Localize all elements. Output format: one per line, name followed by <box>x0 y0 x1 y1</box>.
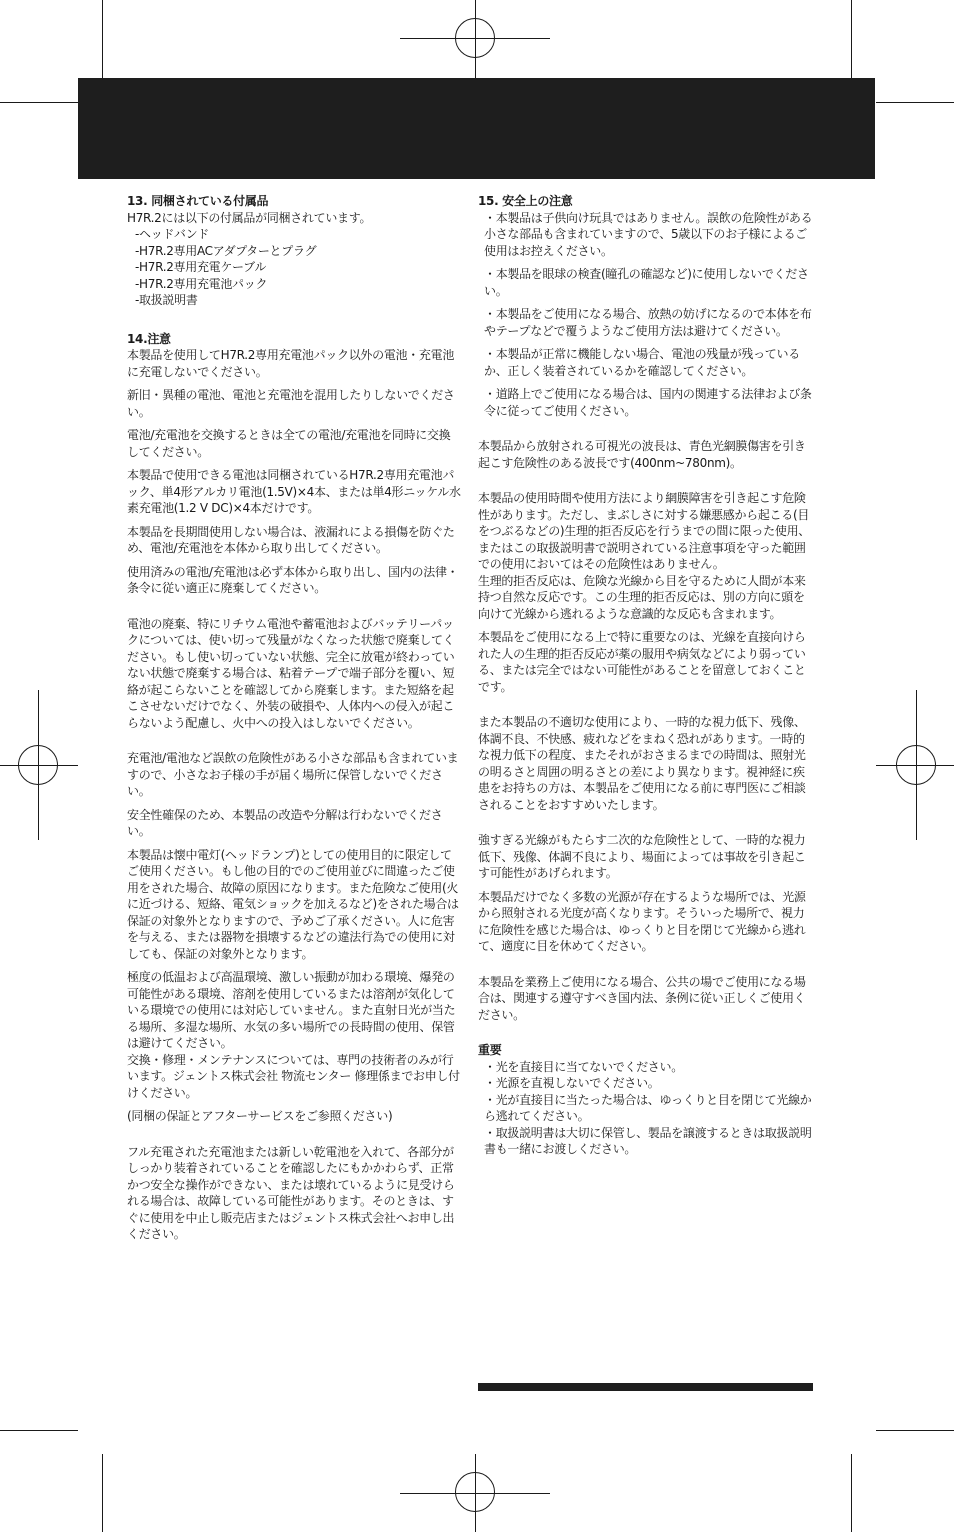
accessory-list <box>127 226 462 309</box>
list-item: ・道路上でご使用になる場合は、国内の関連する法律および条令に従ってご使用ください。 <box>484 387 812 418</box>
list-item: ・本製品が正常に機能しない場合、電池の残量が残っているか、正しく装着されているかを確認してください。 <box>484 347 800 378</box>
secondary-hazard-paragraph: 強すぎる光線がもたらす二次的な危険性として、一時的な視力低下、残像、体調不良により、場面によっては事故を引き起こす可能性があげられます。 <box>478 833 806 880</box>
important-list <box>478 1059 815 1158</box>
paragraph: 本製品を長期間使用しない場合は、液漏れによる損傷を防ぐため、電池/充電池を本体から取り出してください。 <box>127 524 455 555</box>
list-item: ・本製品をご使用になる場合、放熱の妨げになるので本体を布やテープなどで覆うようなご使用方法は避けてください。 <box>484 307 812 338</box>
crop-mark <box>876 102 954 103</box>
registration-mark-left <box>0 765 78 766</box>
wavelength-paragraph: 本製品から放射される可視光の波長は、青色光網膜傷害を引き起こす危険性のある波長です(400nm~780nm)。 <box>478 439 806 470</box>
aversion-response-paragraph: 生理的拒否反応は、危険な光線から目を守るために人間が本来持つ自然な反応です。この生理的拒否反応は、別の方向に頭を向けて光線から逃れるような意識的な反応も含まれます。 <box>478 573 806 621</box>
list-item: ・本製品を眼球の検査(瞳孔の確認など)に使用しないでください。 <box>484 267 809 298</box>
list-item: -H7R.2専用ACアダプターとプラグ <box>135 243 317 258</box>
list-item: ・光が直接目に当たった場合は、ゆっくりと目を閉じて光線から逃れてください。 <box>484 1092 812 1123</box>
right-column <box>478 193 815 1158</box>
list-item: ・本製品は子供向け玩具ではありません。誤飲の危険性がある小さな部品も含まれていますので、5歳以下のお子様によるご使用はお控えください。 <box>484 210 813 258</box>
registration-mark-right <box>916 690 917 840</box>
list-item: ・光源を直視しないでください。 <box>484 1076 660 1090</box>
temporary-vision-paragraph: また本製品の不適切な使用により、一時的な視力低下、残像、体調不良、不快感、疲れなどをまねく恐れがあります。一時的な視力低下の程度、またそれがおさまるまでの時間は、照射光の明るさと周囲の明るさとの差により異なります。視神経に疾患をお持ちの方は、本製品をご使用になる前に専門医にご相談されることをおすすめいたします。 <box>478 715 806 812</box>
left-column <box>127 193 462 1250</box>
registration-mark-top <box>475 0 476 78</box>
paragraph: 電池/充電池を交換するときは全ての電池/充電池を同時に交換してください。 <box>127 428 451 459</box>
bottom-bar <box>478 1383 813 1391</box>
crop-mark <box>851 1454 852 1532</box>
usage-risk-paragraph: 本製品の使用時間や使用方法により網膜障害を引き起こす危険性があります。ただし、まぶしさに対する嫌悪感から起こる(目をつぶるなどの)生理的拒否反応を行うまでの間に限った使用、またはこの取扱説明書で説明されている注意事項を守った範囲での使用においてはその危険性はありません。 <box>478 491 810 571</box>
crop-mark <box>102 1454 103 1532</box>
battery-disposal-paragraph: 電池の廃棄、特にリチウム電池や蓄電池およびバッテリーパックについては、使い切って残量がなくなった状態で廃棄してください。もし使い切っていない状態、完全に放電が終わっていない状態で廃棄する場合は、粘着テープで端子部分を覆い、短絡が起こらないことを確認してから廃棄します。また短絡を起こさせないだけでなく、外装の破損や、人体内への侵入が起こらないよう配慮し、火中への投入はしないでください。 <box>127 616 455 730</box>
malfunction-paragraph: フル充電された充電池または新しい乾電池を入れて、各部分がしっかり装着されていることを確認したにもかかわらず、正常かつ安全な操作ができない、または壊れているように見受けられる場合は、故障している可能性があります。そのときは、すぐに使用を中止し販売店またはジェントス株式会社へお申し出ください。 <box>127 1144 455 1241</box>
crop-mark <box>0 102 78 103</box>
section-13-heading: 13. 同梱されている付属品 <box>127 194 269 208</box>
warranty-note: (同梱の保証とアフターサービスをご参照ください) <box>127 1109 393 1123</box>
crop-mark <box>102 0 103 78</box>
paragraph: 充電池/電池など誤飲の危険性がある小さな部品も含まれていますので、小さなお子様の手が届く場所に保管しないでください。 <box>127 751 459 798</box>
environment-paragraph: 極度の低温および高温環境、激しい振動が加わる環境、爆発の可能性がある環境、溶剤を使用しているまたは溶剤が気化している環境での使用には対応していません。また直射日光が当たる場所、多湿な場所、水気の多い場所での長時間の使用、保管は避けてください。 <box>127 970 456 1050</box>
crop-mark <box>851 0 852 78</box>
registration-mark-bottom <box>475 1454 476 1532</box>
paragraph: 使用済みの電池/充電池は必ず本体から取り出し、国内の法律・条令に従い適正に廃棄してください。 <box>127 564 459 595</box>
paragraph: 本製品は懐中電灯(ヘッドランプ)としての使用目的に限定してご使用ください。もし他の目的でのご使用並びに間違ったご使用をされた場合、故障の原因になります。また危険なご使用(火に近づける、短絡、電気ショックを加えるなど)をされた場合は保証の対象外となりますので、予めご了承ください。人に危害を与える、または器物を損壊するなどの違法行為での使用に対しても、保証の対象外となります。 <box>127 847 459 961</box>
paragraph: 安全性確保のため、本製品の改造や分解は行わないでください。 <box>127 807 443 838</box>
service-paragraph: 交換・修理・メンテナンスについては、専門の技術者のみが行います。ジェントス株式会社 物流センター 修理係までお申し付けください。 <box>127 1052 460 1100</box>
list-item: ・取扱説明書は大切に保管し、製品を譲渡するときは取扱説明書も一緒にお渡しください。 <box>484 1125 812 1156</box>
paragraph: 本製品を使用してH7R.2専用充電池パック以外の電池・充電池に充電しないでください。 <box>127 348 455 379</box>
list-item: -ヘッドバンド <box>135 227 209 241</box>
important-heading: 重要 <box>478 1043 502 1057</box>
section-14-heading: 14.注意 <box>127 331 171 346</box>
list-item: -H7R.2専用充電池パック <box>135 276 268 291</box>
registration-mark-right <box>876 765 954 766</box>
list-item: -取扱説明書 <box>135 293 198 307</box>
list-item: -H7R.2専用充電ケーブル <box>135 260 267 274</box>
paragraph: 本製品で使用できる電池は同梱されているH7R.2専用充電池パック、単4形アルカリ電池(1.5V)×4本、または単4形ニッケル水素充電池(1.2 V DC)×4本だけです。 <box>127 468 461 515</box>
section-15-heading: 15. 安全上の注意 <box>478 194 573 208</box>
business-use-paragraph: 本製品を業務上ご使用になる場合、公共の場でご使用になる場合は、関連する遵守すべき国内法、条例に従い正しくご使用ください。 <box>478 974 806 1022</box>
crop-mark <box>0 1430 78 1431</box>
safety-list <box>478 210 815 420</box>
paragraph: 新旧・異種の電池、電池と充電池を混用したりしないでください。 <box>127 388 455 419</box>
important-point-paragraph: 本製品をご使用になる上で特に重要なのは、光線を直接向けられた人の生理的拒否反応が薬の服用や病気などにより弱っている、または完全ではない可能性があることを留意しておくことです。 <box>478 630 806 694</box>
multiple-sources-paragraph: 本製品だけでなく多数の光源が存在するような場所では、光源から照射される光度が高くなります。そういった場所で、視力に危険性を感じた場合は、ゆっくりと目を閉じて光線から逃れて、適度に目を休めてください。 <box>478 889 806 953</box>
section-13-intro: H7R.2には以下の付属品が同梱されています。 <box>127 210 372 225</box>
registration-mark-left <box>38 690 39 840</box>
list-item: ・光を直接目に当てないでください。 <box>484 1059 683 1074</box>
crop-mark <box>876 1430 954 1431</box>
header-band <box>78 78 875 179</box>
